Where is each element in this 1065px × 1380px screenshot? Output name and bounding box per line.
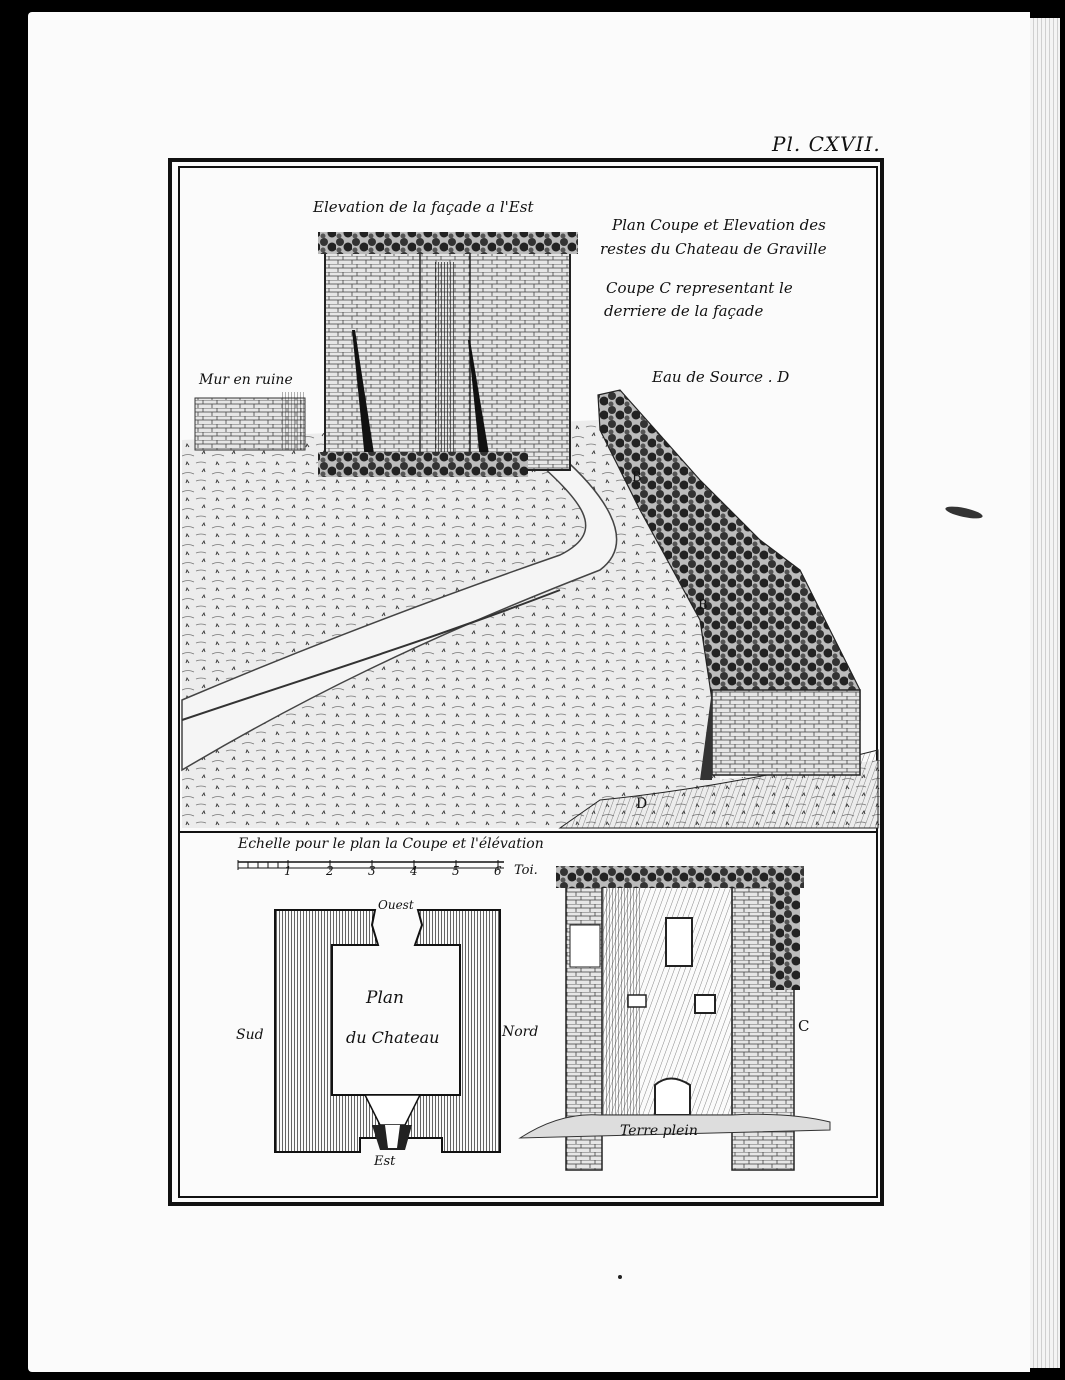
plan-title-line2: du Chateau — [346, 1028, 440, 1047]
scale-tick-2: 2 — [326, 864, 334, 878]
scale-tick-3: 3 — [368, 864, 376, 878]
plate-number: Pl. CXVII. — [772, 132, 881, 156]
scale-tick-5: 5 — [452, 864, 460, 878]
coupe-caption-line2: derriere de la façade — [604, 302, 764, 320]
plate-title-line1: Plan Coupe et Elevation des — [612, 216, 826, 234]
plan-south: Sud — [236, 1027, 264, 1043]
section-ground-label: Terre plein — [620, 1123, 698, 1139]
plate-title-line2: restes du Chateau de Graville — [600, 240, 827, 258]
scale-tick-1: 1 — [284, 864, 292, 878]
coupe-caption-line1: Coupe C representant le — [606, 279, 793, 297]
scale-unit: Toi. — [514, 863, 538, 878]
marker-b-lower: B — [698, 598, 708, 613]
section-marker-c: C — [798, 1017, 810, 1035]
plan-east: Est — [374, 1154, 396, 1169]
plan-west: Ouest — [378, 898, 414, 912]
marker-b-upper: B — [632, 470, 642, 485]
scale-title: Echelle pour le plan la Coupe et l'élévation — [238, 836, 544, 852]
scale-tick-4: 4 — [410, 864, 418, 878]
elevation-title: Elevation de la façade a l'Est — [313, 198, 534, 216]
spring-water-label: Eau de Source . D — [652, 368, 790, 386]
ruined-wall-label: Mur en ruine — [199, 372, 293, 388]
marker-d: D — [636, 796, 648, 812]
plan-north: Nord — [502, 1024, 539, 1040]
scale-tick-6: 6 — [494, 864, 502, 878]
plan-title-line1: Plan — [366, 988, 404, 1008]
